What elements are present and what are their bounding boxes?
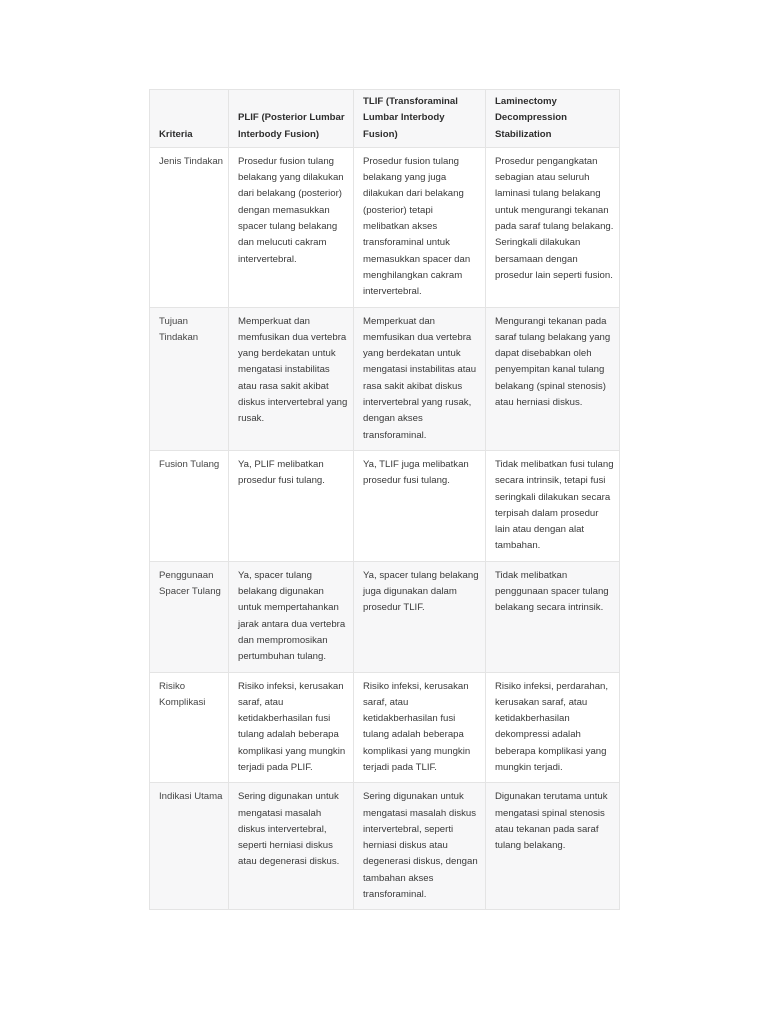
plif-cell: Ya, spacer tulang belakang digunakan untuk mempertahankan jarak antara dua vertebra dan mempromosikan pertumbuhan tulang. [229, 561, 354, 672]
lds-cell: Mengurangi tekanan pada saraf tulang belakang yang dapat disebabkan oleh penyempitan kanal tulang belakang (spinal stenosis) atau herniasi diskus. [486, 307, 620, 450]
criterion-cell: Tujuan Tindakan [150, 307, 229, 450]
table-row [150, 307, 620, 450]
tlif-cell: Risiko infeksi, kerusakan saraf, atau ketidakberhasilan fusi tulang adalah beberapa komplikasi yang mungkin terjadi pada TLIF. [354, 672, 486, 783]
criterion-cell: Penggunaan Spacer Tulang [150, 561, 229, 672]
table-row [150, 147, 620, 307]
tlif-cell: Memperkuat dan memfusikan dua vertebra yang berdekatan untuk mengatasi instabilitas atau rasa sakit akibat diskus intervertebral yang rusak, dengan akses transforaminal. [354, 307, 486, 450]
lds-cell: Tidak melibatkan fusi tulang secara intrinsik, tetapi fusi seringkali dilakukan secara terpisah dalam prosedur lain atau dengan alat tambahan. [486, 450, 620, 561]
plif-cell: Memperkuat dan memfusikan dua vertebra yang berdekatan untuk mengatasi instabilitas atau rasa sakit akibat diskus intervertebral yang rusak. [229, 307, 354, 450]
header-tlif: TLIF (Transforaminal Lumbar Interbody Fusion) [354, 90, 486, 148]
tlif-cell: Sering digunakan untuk mengatasi masalah diskus intervertebral, seperti herniasi diskus atau degenerasi diskus, dengan tambahan akses transforaminal. [354, 783, 486, 910]
plif-cell: Sering digunakan untuk mengatasi masalah diskus intervertebral, seperti herniasi diskus atau degenerasi diskus. [229, 783, 354, 910]
header-plif: PLIF (Posterior Lumbar Interbody Fusion) [229, 90, 354, 148]
criterion-cell: Jenis Tindakan [150, 147, 229, 307]
lds-cell: Digunakan terutama untuk mengatasi spinal stenosis atau tekanan pada saraf tulang belakang. [486, 783, 620, 910]
criterion-cell: Indikasi Utama [150, 783, 229, 910]
table-body [150, 147, 620, 909]
tlif-cell: Ya, TLIF juga melibatkan prosedur fusi tulang. [354, 450, 486, 561]
lds-cell: Tidak melibatkan penggunaan spacer tulang belakang secara intrinsik. [486, 561, 620, 672]
header-lds: Laminectomy Decompression Stabilization [486, 90, 620, 148]
criterion-cell: Fusion Tulang [150, 450, 229, 561]
tlif-cell: Prosedur fusion tulang belakang yang juga dilakukan dari belakang (posterior) tetapi melibatkan akses transforaminal untuk memasukkan spacer dan menghilangkan cakram intervertebral. [354, 147, 486, 307]
lds-cell: Risiko infeksi, perdarahan, kerusakan saraf, atau ketidakberhasilan dekompressi adalah beberapa komplikasi yang mungkin terjadi. [486, 672, 620, 783]
table-row [150, 783, 620, 910]
lds-cell: Prosedur pengangkatan sebagian atau seluruh laminasi tulang belakang untuk mengurangi tekanan pada saraf tulang belakang. Seringkali dilakukan bersamaan dengan prosedur lain seperti fusion. [486, 147, 620, 307]
tlif-cell: Ya, spacer tulang belakang juga digunakan dalam prosedur TLIF. [354, 561, 486, 672]
header-criterion: Kriteria [150, 90, 229, 148]
plif-cell: Prosedur fusion tulang belakang yang dilakukan dari belakang (posterior) dengan memasukkan spacer tulang belakang dan melucuti cakram intervertebral. [229, 147, 354, 307]
table-row [150, 561, 620, 672]
table-row [150, 450, 620, 561]
table-header [150, 90, 620, 148]
comparison-table [149, 89, 620, 910]
header-row [150, 90, 620, 148]
plif-cell: Ya, PLIF melibatkan prosedur fusi tulang. [229, 450, 354, 561]
criterion-cell: Risiko Komplikasi [150, 672, 229, 783]
table-row [150, 672, 620, 783]
plif-cell: Risiko infeksi, kerusakan saraf, atau ketidakberhasilan fusi tulang adalah beberapa komplikasi yang mungkin terjadi pada PLIF. [229, 672, 354, 783]
